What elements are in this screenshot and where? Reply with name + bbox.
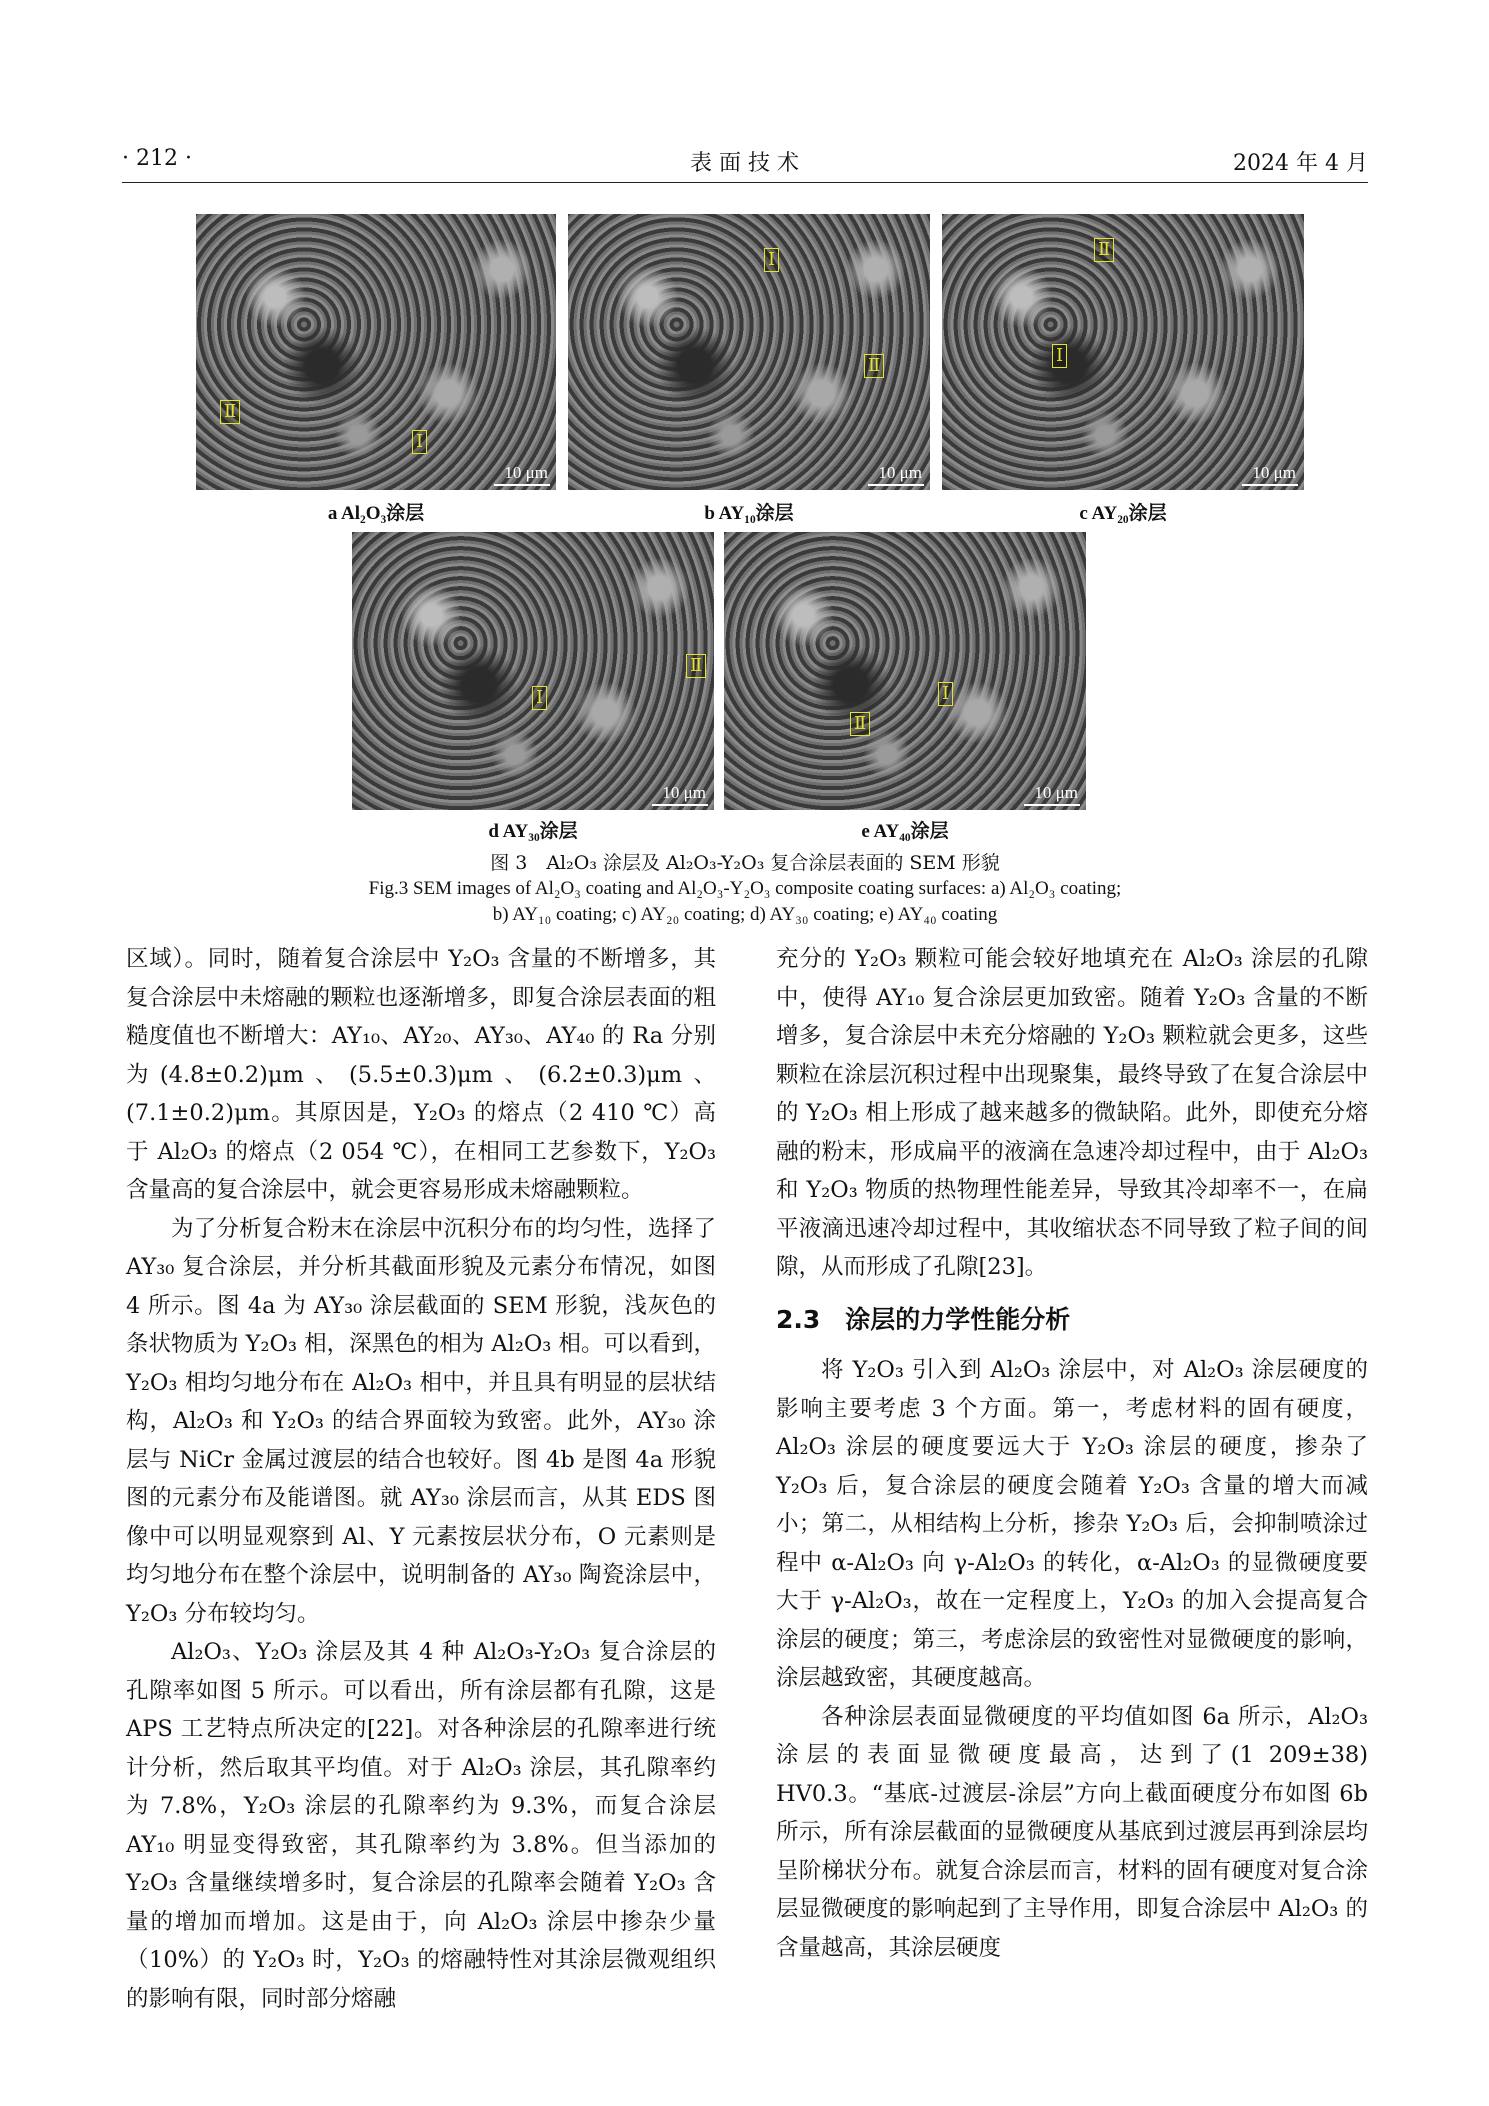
sem-image-e: [724, 532, 1086, 810]
scale-bar: 10 μm: [868, 463, 924, 486]
figure-caption-en-line1: Fig.3 SEM images of Al₂O₃ coating and Al₂O₃-Y₂O₃ composite coating surfaces: a) Al₂O₃ coating;: [368, 878, 1122, 899]
panel-label-d: d AY₃₀涂层: [488, 821, 578, 842]
region-label: Ⅱ: [686, 654, 706, 678]
left-column: [126, 940, 716, 2018]
region-label: Ⅰ: [764, 248, 779, 272]
figure-caption-en-line2: b) AY₁₀ coating; c) AY₂₀ coating; d) AY₃₀ coating; e) AY₄₀ coating: [492, 904, 998, 925]
scale-bar: 10 μm: [1242, 463, 1298, 486]
panel-label-e: e AY₄₀涂层: [861, 821, 949, 842]
region-label: Ⅰ: [938, 682, 953, 706]
sem-image-d: [352, 532, 714, 810]
sem-image-b: [568, 214, 930, 490]
panel-label-b: b AY₁₀涂层: [704, 503, 794, 524]
sem-image-a: [196, 214, 556, 490]
paragraph: 各种涂层表面显微硬度的平均值如图 6a 所示，Al₂O₃ 涂层的表面显微硬度最高，达到了(1 209±38) HV0.3。“基底-过渡层-涂层”方向上截面硬度分布如图 6b 所示，所有涂层截面的显微硬度从基底到过渡层再到涂层均呈阶梯状分布。就复合涂层而言，材料的固有硬度对复合涂层显微硬度的影响起到了主导作用，即复合涂层中 Al₂O₃ 的含量越高，其涂层硬度: [776, 1703, 1368, 1961]
scale-bar: 10 μm: [652, 783, 708, 806]
region-label: Ⅰ: [532, 686, 547, 710]
journal-name: 表 面 技 术: [690, 151, 799, 176]
paragraph: 区域）。同时，随着复合涂层中 Y₂O₃ 含量的不断增多，其复合涂层中未熔融的颗粒也逐渐增多，即复合涂层表面的粗糙度值也不断增大：AY₁₀、AY₂₀、AY₃₀、AY₄₀ 的 Ra 分别为(4.8±0.2)μm、(5.5±0.3)μm、(6.2±0.3)μm、(7.1±0.2)μm。其原因是，Y₂O₃ 的熔点（2 410 ℃）高于 Al₂O₃ 的熔点（2 054 ℃），在相同工艺参数下，Y₂O₃ 含量高的复合涂层中，就会更容易形成未熔融颗粒。: [126, 946, 716, 1203]
paragraph: 为了分析复合粉末在涂层中沉积分布的均匀性，选择了 AY₃₀ 复合涂层，并分析其截面形貌及元素分布情况，如图 4 所示。图 4a 为 AY₃₀ 涂层截面的 SEM 形貌，浅灰色的条状物质为 Y₂O₃ 相，深黑色的相为 Al₂O₃ 相。可以看到，Y₂O₃ 相均匀地分布在 Al₂O₃ 相中，并且具有明显的层状结构，Al₂O₃ 和 Y₂O₃ 的结合界面较为致密。此外，AY₃₀ 涂层与 NiCr 金属过渡层的结合也较好。图 4b 是图 4a 形貌图的元素分布及能谱图。就 AY₃₀ 涂层而言，从其 EDS 图像中可以明显观察到 Al、Y 元素按层状分布，O 元素则是均匀地分布在整个涂层中，说明制备的 AY₃₀ 陶瓷涂层中，Y₂O₃ 分布较均匀。: [126, 1215, 716, 1627]
sem-image-c: [942, 214, 1304, 490]
scale-bar: 10 μm: [1024, 783, 1080, 806]
paragraph: 将 Y₂O₃ 引入到 Al₂O₃ 涂层中，对 Al₂O₃ 涂层硬度的影响主要考虑 3 个方面。第一，考虑材料的固有硬度，Al₂O₃ 涂层的硬度要远大于 Y₂O₃ 涂层的硬度，掺杂了 Y₂O₃ 后，复合涂层的硬度会随着 Y₂O₃ 含量的增大而减小；第二，从相结构上分析，掺杂 Y₂O₃ 后，会抑制喷涂过程中 α-Al₂O₃ 向 γ-Al₂O₃ 的转化，α-Al₂O₃ 的显微硬度要大于 γ-Al₂O₃，故在一定程度上，Y₂O₃ 的加入会提高复合涂层的硬度；第三，考虑涂层的致密性对显微硬度的影响，涂层越致密，其硬度越高。: [776, 1357, 1368, 1691]
region-label: Ⅱ: [864, 354, 884, 378]
scale-bar: 10 μm: [494, 463, 550, 486]
region-label: Ⅱ: [220, 400, 240, 424]
paragraph: 充分的 Y₂O₃ 颗粒可能会较好地填充在 Al₂O₃ 涂层的孔隙中，使得 AY₁₀ 复合涂层更加致密。随着 Y₂O₃ 含量的不断增多，复合涂层中未充分熔融的 Y₂O₃ 颗粒就会更多，这些颗粒在涂层沉积过程中出现聚集，最终导致了在复合涂层中的 Y₂O₃ 相上形成了越来越多的微缺陷。此外，即使充分熔融的粉末，形成扁平的液滴在急速冷却过程中，由于 Al₂O₃ 和 Y₂O₃ 物质的热物理性能差异，导致其冷却率不一，在扁平液滴迅速冷却过程中，其收缩状态不同导致了粒子间的间隙，从而形成了孔隙[23]。: [776, 946, 1368, 1280]
region-label: Ⅰ: [1052, 344, 1067, 368]
paragraph: Al₂O₃、Y₂O₃ 涂层及其 4 种 Al₂O₃-Y₂O₃ 复合涂层的孔隙率如图 5 所示。可以看出，所有涂层都有孔隙，这是 APS 工艺特点所决定的[22]。对各种涂层的孔隙率进行统计分析，然后取其平均值。对于 Al₂O₃ 涂层，其孔隙率约为 7.8%，Y₂O₃ 涂层的孔隙率约为 9.3%，而复合涂层 AY₁₀ 明显变得致密，其孔隙率约为 3.8%。但当添加的 Y₂O₃ 含量继续增多时，复合涂层的孔隙率会随着 Y₂O₃ 含量的增加而增加。这是由于，向 Al₂O₃ 涂层中掺杂少量（10%）的 Y₂O₃ 时，Y₂O₃ 的熔融特性对其涂层微观组织的影响有限，同时部分熔融: [126, 1639, 716, 2012]
region-label: Ⅰ: [412, 430, 427, 454]
section-heading: 2.3 涂层的力学性能分析: [776, 1304, 1071, 1334]
right-column: [776, 940, 1368, 1967]
figure-caption-cn: 图 3 Al₂O₃ 涂层及 Al₂O₃-Y₂O₃ 复合涂层表面的 SEM 形貌: [490, 852, 1000, 874]
panel-label-a: a Al₂O₃涂层: [327, 503, 425, 524]
region-label: Ⅱ: [1094, 238, 1114, 262]
issue-date: 2024 年 4 月: [1233, 151, 1368, 176]
header-rule: [122, 182, 1368, 183]
panel-label-c: c AY₂₀涂层: [1079, 503, 1167, 524]
page-number: · 212 ·: [122, 146, 192, 171]
region-label: Ⅱ: [850, 712, 870, 736]
